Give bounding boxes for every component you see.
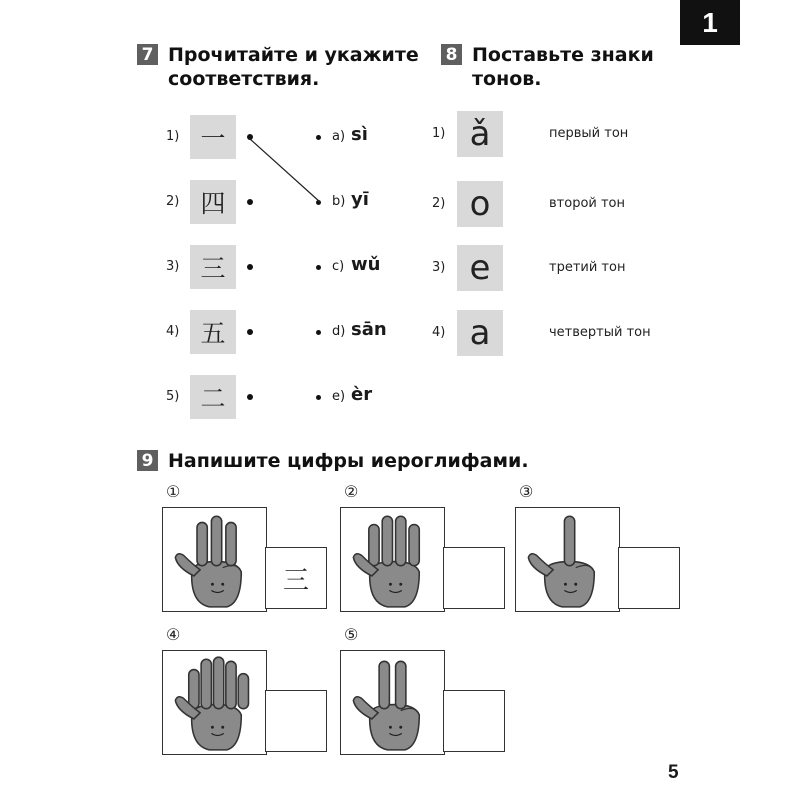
ex9-item-4-hand-frame	[162, 650, 267, 755]
exercise-8-title-line2: тонов.	[472, 68, 542, 90]
ex8-row-1-tone-name: первый тон	[549, 126, 629, 141]
ex9-item-3-hand-frame	[515, 507, 620, 612]
hand-finger	[213, 657, 223, 709]
ex9-item-4-answer-box[interactable]	[265, 690, 327, 752]
ex7-option-2-letter: b)	[332, 194, 346, 209]
ex7-row-3-number: 3)	[166, 259, 180, 274]
ex7-row-1-hanzi: 一	[190, 115, 236, 159]
match-line-1-b	[250, 139, 320, 202]
exercise-8-title-line1: Поставьте знаки	[472, 44, 654, 66]
ex7-option-1-pinyin: sì	[351, 124, 368, 145]
ex8-row-2-letter-box[interactable]: o	[457, 181, 503, 227]
ex8-row-3-letter-box[interactable]: e	[457, 245, 503, 291]
hand-eye-right	[574, 583, 577, 586]
ex9-item-3-mark: ③	[519, 482, 534, 501]
ex9-item-2-hand-frame	[340, 507, 445, 612]
exercise-7-title-line1: Прочитайте и укажите	[168, 44, 419, 66]
ex8-row-4-letter-box[interactable]: a	[457, 310, 503, 356]
hand-finger	[396, 661, 406, 708]
hand-finger	[238, 674, 248, 709]
ex9-item-5-mark: ⑤	[344, 625, 359, 644]
ex8-row-3-number: 3)	[432, 260, 446, 275]
hand-finger	[382, 516, 392, 565]
unit-tab: 1	[680, 0, 740, 45]
ex7-row-3-hanzi: 三	[190, 245, 236, 289]
ex9-item-1-answer-box[interactable]: 三	[265, 547, 327, 609]
ex7-option-2-pinyin: yī	[351, 189, 369, 210]
ex9-item-1-hand-frame	[162, 507, 267, 612]
hand-finger	[379, 661, 389, 708]
hand-finger	[564, 516, 574, 565]
ex8-row-4-tone-name: четвертый тон	[549, 325, 651, 340]
exercise-9-number: 9	[137, 450, 158, 471]
ex7-row-2-number: 2)	[166, 194, 180, 209]
hand-eye-left	[211, 583, 214, 586]
hand-finger	[396, 516, 406, 565]
hand-illustration	[163, 508, 266, 611]
hand-eye-left	[211, 726, 214, 729]
ex9-item-4-mark: ④	[166, 625, 181, 644]
ex8-row-4-number: 4)	[432, 325, 446, 340]
ex8-row-3-tone-name: третий тон	[549, 260, 626, 275]
ex7-option-3-pinyin: wǔ	[351, 254, 381, 275]
hand-eye-left	[389, 583, 392, 586]
ex9-item-2-mark: ②	[344, 482, 359, 501]
ex8-row-2-tone-name: второй тон	[549, 196, 626, 211]
ex7-option-4-letter: d)	[332, 324, 346, 339]
ex9-item-5-hand-frame	[340, 650, 445, 755]
page-number: 5	[668, 762, 679, 783]
ex7-row-1-number: 1)	[166, 129, 180, 144]
ex8-row-2-number: 2)	[432, 196, 446, 211]
ex7-option-5-letter: e)	[332, 389, 346, 404]
ex7-row-4-number: 4)	[166, 324, 180, 339]
hand-finger	[201, 659, 211, 708]
hand-finger	[197, 522, 207, 565]
ex9-item-3-answer-box[interactable]	[618, 547, 680, 609]
hand-finger	[409, 524, 419, 565]
hand-eye-right	[399, 583, 402, 586]
hand-eye-right	[221, 583, 224, 586]
exercise-9-title: Напишите цифры иероглифами.	[168, 450, 529, 472]
ex8-row-1-letter-box[interactable]: ǎ	[457, 111, 503, 157]
hand-illustration	[516, 508, 619, 611]
ex7-row-2-hanzi: 四	[190, 180, 236, 224]
ex7-row-5-hanzi: 二	[190, 375, 236, 419]
ex9-item-2-answer-box[interactable]	[443, 547, 505, 609]
exercise-8-number: 8	[441, 44, 462, 65]
exercise-7-number: 7	[137, 44, 158, 65]
hand-eye-left	[564, 583, 567, 586]
ex7-option-4-pinyin: sān	[351, 319, 387, 340]
ex8-row-1-number: 1)	[432, 126, 446, 141]
ex9-item-5-answer-box[interactable]	[443, 690, 505, 752]
hand-illustration	[341, 651, 444, 754]
hand-eye-right	[221, 726, 224, 729]
hand-eye-left	[389, 726, 392, 729]
hand-finger	[189, 670, 199, 709]
ex7-row-5-number: 5)	[166, 389, 180, 404]
hand-finger	[369, 524, 379, 565]
hand-illustration	[163, 651, 266, 754]
hand-illustration	[341, 508, 444, 611]
hand-eye-right	[399, 726, 402, 729]
ex7-option-5-pinyin: èr	[351, 384, 373, 405]
ex7-row-4-hanzi: 五	[190, 310, 236, 354]
ex7-option-3-letter: c)	[332, 259, 345, 274]
hand-finger	[226, 522, 236, 565]
exercise-7-title-line2: соответствия.	[168, 68, 320, 90]
hand-finger	[211, 516, 221, 565]
ex9-item-1-mark: ①	[166, 482, 181, 501]
ex7-option-1-letter: a)	[332, 129, 346, 144]
hand-finger	[226, 661, 236, 708]
